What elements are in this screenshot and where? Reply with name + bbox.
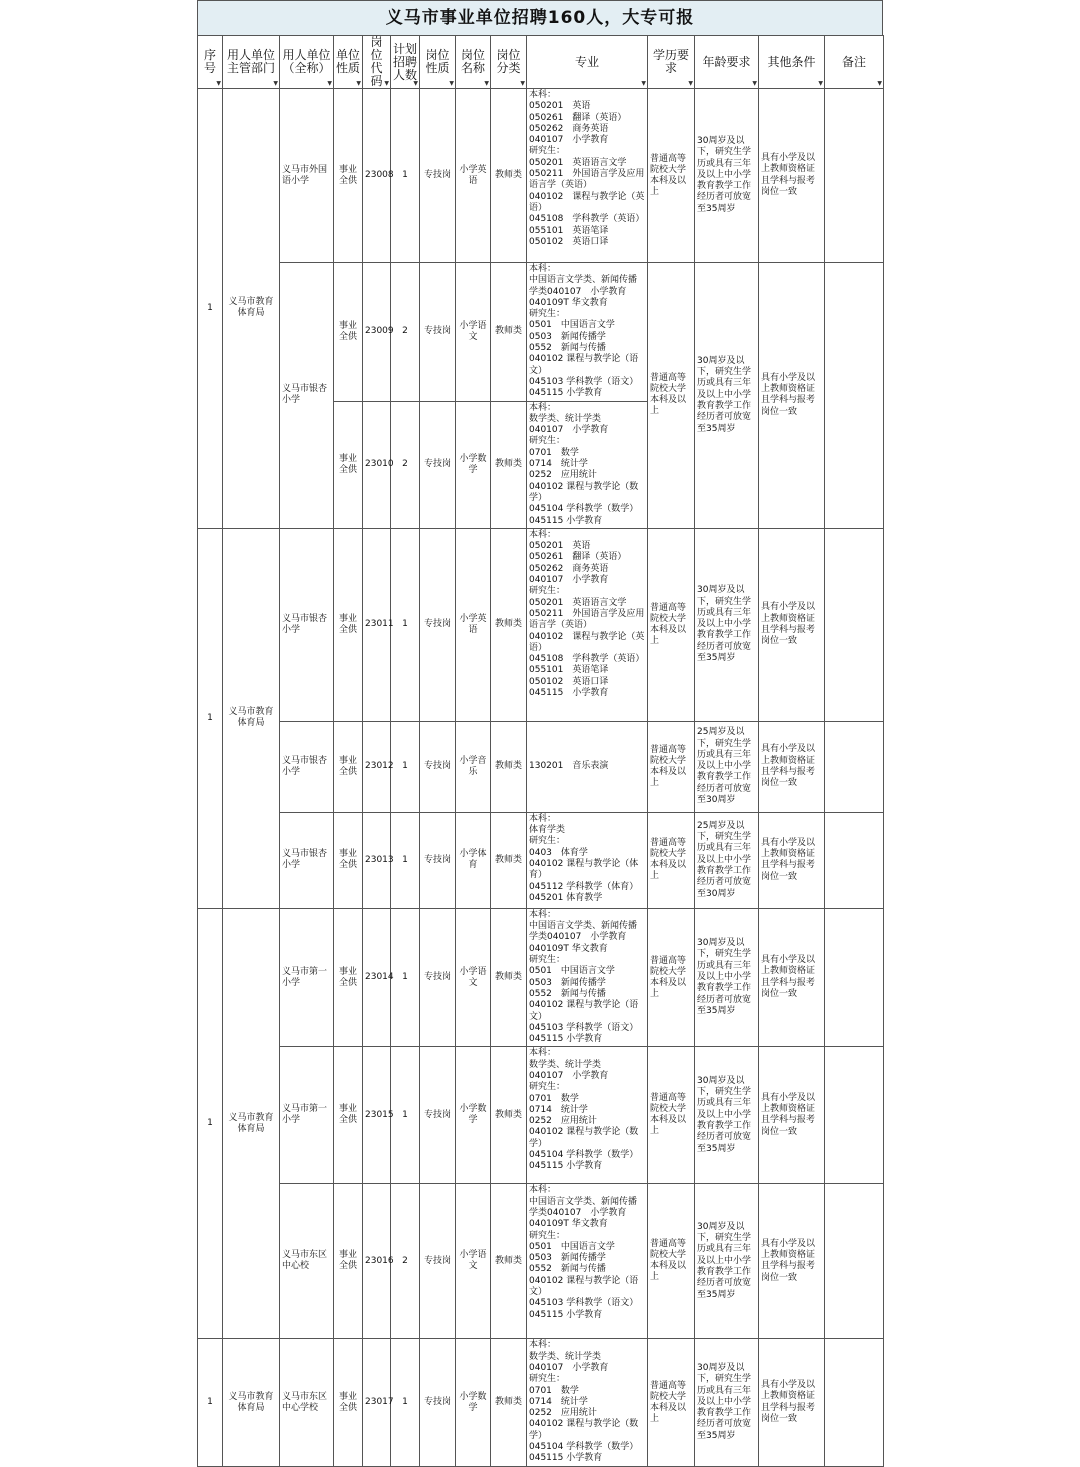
cell-other: 具有小学及以上教师资格证且学科与报考岗位一致 (759, 89, 825, 263)
cell-remark (825, 721, 884, 812)
header-age[interactable]: 年龄要求 ▼ (695, 36, 759, 89)
cell-other: 具有小学及以上教师资格证且学科与报考岗位一致 (759, 1047, 825, 1184)
cell-other: 具有小学及以上教师资格证且学科与报考岗位一致 (759, 528, 825, 721)
cell-pos-cat: 教师类 (491, 263, 527, 402)
table-row (198, 1184, 884, 1339)
cell-major: 130201 音乐表演 (527, 721, 648, 812)
header-code[interactable]: 岗位代码 ▼ (363, 36, 391, 89)
filter-dropdown-icon[interactable]: ▼ (641, 80, 646, 87)
cell-pos-cat: 教师类 (491, 1047, 527, 1184)
table-row (198, 263, 884, 402)
table-row (198, 721, 884, 812)
cell-plan: 1 (391, 528, 420, 721)
cell-edu: 普通高等院校大学本科及以上 (648, 89, 695, 263)
table-row (198, 528, 884, 721)
cell-unit: 义马市东区中心学校 (280, 1339, 334, 1466)
cell-dept: 义马市教育体育局 (223, 528, 280, 908)
filter-dropdown-icon[interactable]: ▼ (216, 80, 221, 87)
cell-pos-name: 小学音乐 (456, 721, 491, 812)
cell-age: 30周岁及以下，研究生学历或具有三年及以上中小学教育教学工作经历者可放宽至35周岁 (695, 263, 759, 529)
cell-nature: 事业全供 (334, 1047, 363, 1184)
cell-pos-cat: 教师类 (491, 812, 527, 908)
cell-major: 本科： 中国语言文学类、新闻传播学类040107 小学教育 040109T 华文教育 研究生： 0501 中国语言文学 0503 新闻传播学 0552 新闻与传播 040102 课程与教学论（语文） 045103 学科教学（语文） 045115 小学教育 (527, 263, 648, 402)
cell-remark (825, 528, 884, 721)
cell-unit: 义马市银杏小学 (280, 721, 334, 812)
cell-pos-nature: 专技岗 (420, 1047, 456, 1184)
cell-major: 本科： 050201 英语 050261 翻译（英语） 050262 商务英语 040107 小学教育 研究生： 050201 英语语言文学 050211 外国语言学及应用语言学（英语） 040102 课程与教学论（英语） 045108 学科教学（英语） 055101 英语笔译 050102 英语口译 045115 小学教育 (527, 528, 648, 721)
filter-dropdown-icon[interactable]: ▼ (818, 80, 823, 87)
cell-pos-name: 小学数学 (456, 1047, 491, 1184)
cell-remark (825, 89, 884, 263)
cell-nature: 事业全供 (334, 908, 363, 1047)
cell-code: 23013 (363, 812, 391, 908)
header-pos-cat[interactable]: 岗位分类 ▼ (491, 36, 527, 89)
cell-nature: 事业全供 (334, 401, 363, 528)
cell-plan: 2 (391, 401, 420, 528)
cell-pos-nature: 专技岗 (420, 263, 456, 402)
cell-other: 具有小学及以上教师资格证且学科与报考岗位一致 (759, 908, 825, 1047)
cell-other: 具有小学及以上教师资格证且学科与报考岗位一致 (759, 1339, 825, 1466)
cell-pos-name: 小学语文 (456, 1184, 491, 1339)
cell-pos-nature: 专技岗 (420, 1339, 456, 1466)
cell-edu: 普通高等院校大学本科及以上 (648, 1339, 695, 1466)
header-seq[interactable]: 序号 ▼ (198, 36, 223, 89)
header-major[interactable]: 专业 ▼ (527, 36, 648, 89)
cell-edu: 普通高等院校大学本科及以上 (648, 1184, 695, 1339)
header-row (198, 36, 884, 89)
filter-dropdown-icon[interactable]: ▼ (413, 80, 418, 87)
cell-unit: 义马市银杏小学 (280, 812, 334, 908)
cell-pos-cat: 教师类 (491, 528, 527, 721)
spreadsheet (197, 0, 883, 1467)
cell-pos-name: 小学英语 (456, 528, 491, 721)
cell-plan: 1 (391, 1047, 420, 1184)
header-dept[interactable]: 用人单位主管部门 ▼ (223, 36, 280, 89)
filter-dropdown-icon[interactable]: ▼ (356, 80, 361, 87)
cell-plan: 1 (391, 812, 420, 908)
cell-dept: 义马市教育体育局 (223, 89, 280, 529)
cell-code: 23010 (363, 401, 391, 528)
cell-remark (825, 1339, 884, 1466)
header-plan[interactable]: 计划招聘人数 ▼ (391, 36, 420, 89)
cell-major: 本科： 050201 英语 050261 翻译（英语） 050262 商务英语 040107 小学教育 研究生： 050201 英语语言文学 050211 外国语言学及应用语言学（英语） 040102 课程与教学论（英语） 045108 学科教学（英语） 055101 英语笔译 050102 英语口译 (527, 89, 648, 263)
cell-major: 本科： 中国语言文学类、新闻传播学类040107 小学教育 040109T 华文教育 研究生： 0501 中国语言文学 0503 新闻传播学 0552 新闻与传播 040102 课程与教学论（语文） 045103 学科教学（语文） 045115 小学教育 (527, 908, 648, 1047)
table-row (198, 908, 884, 1047)
filter-dropdown-icon[interactable]: ▼ (877, 80, 882, 87)
cell-unit: 义马市外国语小学 (280, 89, 334, 263)
cell-nature: 事业全供 (334, 89, 363, 263)
cell-plan: 1 (391, 908, 420, 1047)
header-edu[interactable]: 学历要求 ▼ (648, 36, 695, 89)
cell-pos-name: 小学数学 (456, 401, 491, 528)
table-row (198, 89, 884, 263)
cell-age: 30周岁及以下，研究生学历或具有三年及以上中小学教育教学工作经历者可放宽至35周岁 (695, 528, 759, 721)
header-other[interactable]: 其他条件 ▼ (759, 36, 825, 89)
cell-pos-cat: 教师类 (491, 908, 527, 1047)
cell-plan: 1 (391, 89, 420, 263)
cell-other: 具有小学及以上教师资格证且学科与报考岗位一致 (759, 721, 825, 812)
cell-nature: 事业全供 (334, 528, 363, 721)
filter-dropdown-icon[interactable]: ▼ (449, 80, 454, 87)
cell-nature: 事业全供 (334, 721, 363, 812)
cell-pos-nature: 专技岗 (420, 721, 456, 812)
cell-pos-cat: 教师类 (491, 401, 527, 528)
cell-seq: 1 (198, 528, 223, 908)
cell-remark (825, 1184, 884, 1339)
cell-other: 具有小学及以上教师资格证且学科与报考岗位一致 (759, 1184, 825, 1339)
cell-pos-cat: 教师类 (491, 1339, 527, 1466)
cell-major: 本科： 中国语言文学类、新闻传播学类040107 小学教育 040109T 华文教育 研究生： 0501 中国语言文学 0503 新闻传播学 0552 新闻与传播 040102 课程与教学论（语文） 045103 学科教学（语文） 045115 小学教育 (527, 1184, 648, 1339)
cell-plan: 1 (391, 721, 420, 812)
cell-edu: 普通高等院校大学本科及以上 (648, 908, 695, 1047)
cell-remark (825, 1047, 884, 1184)
cell-edu: 普通高等院校大学本科及以上 (648, 1047, 695, 1184)
cell-pos-name: 小学语文 (456, 908, 491, 1047)
filter-dropdown-icon[interactable]: ▼ (327, 80, 332, 87)
filter-dropdown-icon[interactable]: ▼ (688, 80, 693, 87)
cell-pos-cat: 教师类 (491, 1184, 527, 1339)
cell-major: 本科： 数学类、统计学类 040107 小学教育 研究生： 0701 数学 0714 统计学 0252 应用统计 040102 课程与教学论（数学） 045104 学科教学（数学） 045115 小学教育 (527, 1339, 648, 1466)
cell-nature: 事业全供 (334, 263, 363, 402)
cell-remark (825, 908, 884, 1047)
cell-code: 23015 (363, 1047, 391, 1184)
cell-pos-name: 小学体育 (456, 812, 491, 908)
cell-code: 23014 (363, 908, 391, 1047)
filter-dropdown-icon[interactable]: ▼ (384, 80, 389, 87)
cell-dept: 义马市教育体育局 (223, 908, 280, 1339)
cell-pos-cat: 教师类 (491, 721, 527, 812)
cell-pos-name: 小学数学 (456, 1339, 491, 1466)
cell-code: 23012 (363, 721, 391, 812)
cell-age: 30周岁及以下，研究生学历或具有三年及以上中小学教育教学工作经历者可放宽至35周岁 (695, 1339, 759, 1466)
cell-age: 30周岁及以下，研究生学历或具有三年及以上中小学教育教学工作经历者可放宽至35周岁 (695, 1184, 759, 1339)
cell-code: 23011 (363, 528, 391, 721)
header-pos-nature[interactable]: 岗位性质 ▼ (420, 36, 456, 89)
filter-dropdown-icon[interactable]: ▼ (752, 80, 757, 87)
cell-seq: 1 (198, 908, 223, 1339)
table-row (198, 1339, 884, 1466)
cell-age: 25周岁及以下，研究生学历或具有三年及以上中小学教育教学工作经历者可放宽至30周岁 (695, 721, 759, 812)
cell-nature: 事业全供 (334, 1184, 363, 1339)
cell-plan: 2 (391, 263, 420, 402)
cell-pos-nature: 专技岗 (420, 89, 456, 263)
cell-nature: 事业全供 (334, 812, 363, 908)
cell-nature: 事业全供 (334, 1339, 363, 1466)
cell-edu: 普通高等院校大学本科及以上 (648, 263, 695, 529)
cell-code: 23017 (363, 1339, 391, 1466)
page-title: 义马市事业单位招聘160人，大专可报 (197, 0, 883, 35)
cell-unit: 义马市第一小学 (280, 908, 334, 1047)
cell-seq: 1 (198, 1339, 223, 1466)
cell-major: 本科： 体育学类 研究生： 0403 体育学 040102 课程与教学论（体育） 045112 学科教学（体育） 045201 体育教学 (527, 812, 648, 908)
cell-pos-nature: 专技岗 (420, 812, 456, 908)
cell-age: 25周岁及以下，研究生学历或具有三年及以上中小学教育教学工作经历者可放宽至30周岁 (695, 812, 759, 908)
cell-other: 具有小学及以上教师资格证且学科与报考岗位一致 (759, 812, 825, 908)
cell-pos-nature: 专技岗 (420, 1184, 456, 1339)
cell-code: 23009 (363, 263, 391, 402)
cell-unit: 义马市银杏小学 (280, 263, 334, 529)
cell-remark (825, 263, 884, 529)
table-row (198, 1047, 884, 1184)
cell-plan: 2 (391, 1184, 420, 1339)
cell-unit: 义马市银杏小学 (280, 528, 334, 721)
cell-age: 30周岁及以下，研究生学历或具有三年及以上中小学教育教学工作经历者可放宽至35周岁 (695, 89, 759, 263)
cell-code: 23016 (363, 1184, 391, 1339)
cell-plan: 1 (391, 1339, 420, 1466)
cell-edu: 普通高等院校大学本科及以上 (648, 812, 695, 908)
cell-pos-name: 小学英语 (456, 89, 491, 263)
cell-code: 23008 (363, 89, 391, 263)
cell-unit: 义马市第一小学 (280, 1047, 334, 1184)
header-pos-name[interactable]: 岗位名称 ▼ (456, 36, 491, 89)
header-nature[interactable]: 单位性质 ▼ (334, 36, 363, 89)
cell-edu: 普通高等院校大学本科及以上 (648, 528, 695, 721)
cell-seq: 1 (198, 89, 223, 529)
cell-edu: 普通高等院校大学本科及以上 (648, 721, 695, 812)
filter-dropdown-icon[interactable]: ▼ (484, 80, 489, 87)
header-remark[interactable]: 备注 ▼ (825, 36, 884, 89)
cell-unit: 义马市东区中心校 (280, 1184, 334, 1339)
cell-pos-cat: 教师类 (491, 89, 527, 263)
cell-major: 本科： 数学类、统计学类 040107 小学教育 研究生： 0701 数学 0714 统计学 0252 应用统计 040102 课程与教学论（数学） 045104 学科教学（数学） 045115 小学教育 (527, 1047, 648, 1184)
cell-age: 30周岁及以下，研究生学历或具有三年及以上中小学教育教学工作经历者可放宽至35周岁 (695, 1047, 759, 1184)
table-row (198, 812, 884, 908)
cell-age: 30周岁及以下，研究生学历或具有三年及以上中小学教育教学工作经历者可放宽至35周岁 (695, 908, 759, 1047)
filter-dropdown-icon[interactable]: ▼ (273, 80, 278, 87)
cell-remark (825, 812, 884, 908)
cell-pos-nature: 专技岗 (420, 528, 456, 721)
cell-pos-name: 小学语文 (456, 263, 491, 402)
cell-dept: 义马市教育体育局 (223, 1339, 280, 1466)
cell-pos-nature: 专技岗 (420, 908, 456, 1047)
recruitment-table (197, 35, 884, 1467)
cell-pos-nature: 专技岗 (420, 401, 456, 528)
header-unit[interactable]: 用人单位（全称） ▼ (280, 36, 334, 89)
cell-other: 具有小学及以上教师资格证且学科与报考岗位一致 (759, 263, 825, 529)
cell-major: 本科： 数学类、统计学类 040107 小学教育 研究生： 0701 数学 0714 统计学 0252 应用统计 040102 课程与教学论（数学） 045104 学科教学（数学） 045115 小学教育 (527, 401, 648, 528)
filter-dropdown-icon[interactable]: ▼ (520, 80, 525, 87)
